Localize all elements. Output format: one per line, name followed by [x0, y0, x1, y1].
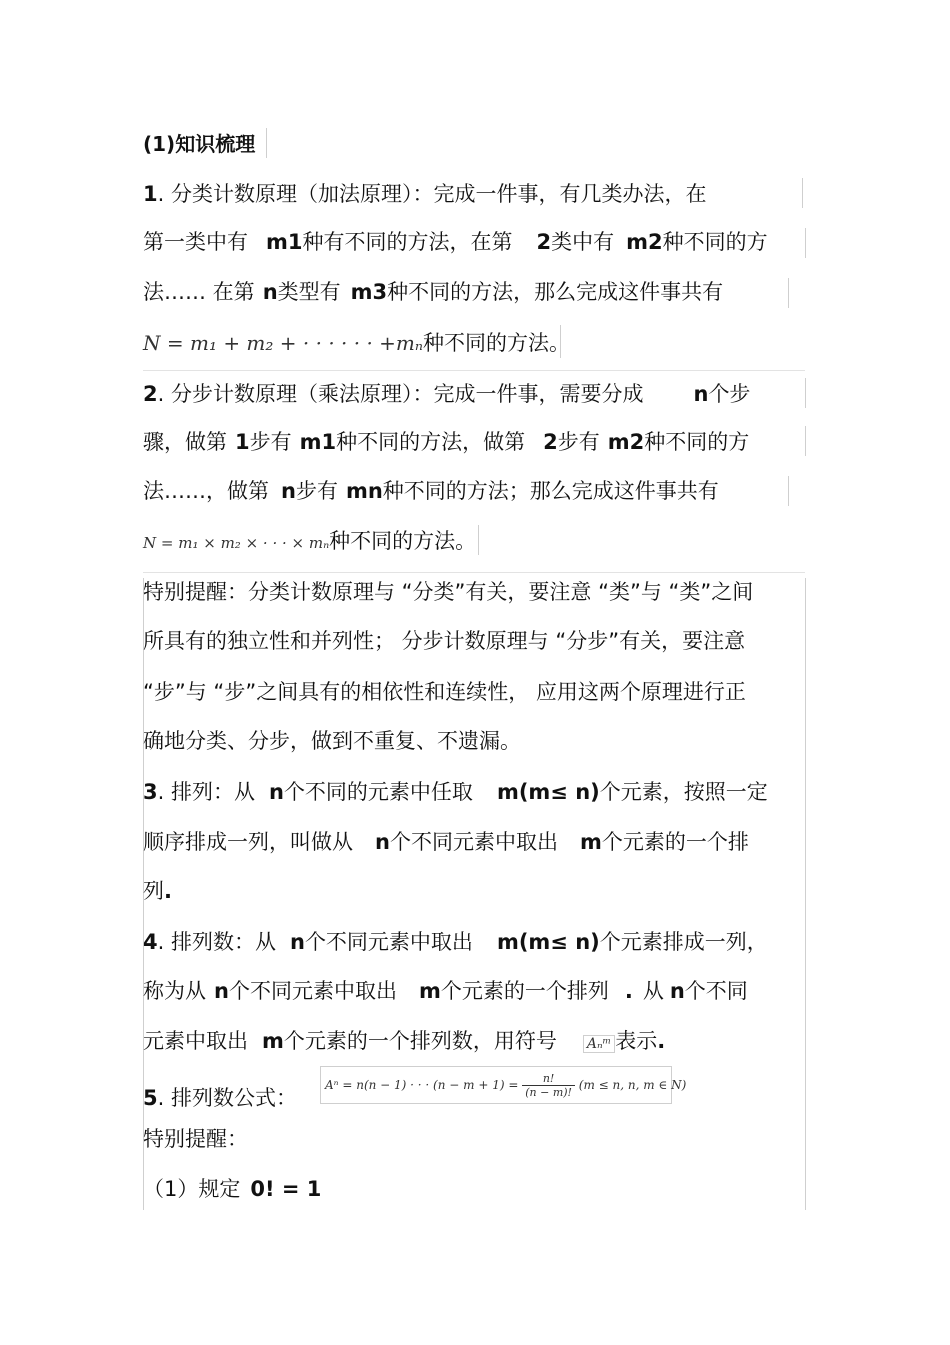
p3-number: 3	[143, 780, 158, 804]
p1-line2: 第一类中有 m1种有不同的方法，在第 2类中有 m2种不同的方	[143, 230, 768, 254]
p1-rule-a	[802, 178, 803, 208]
p1-rule-b	[805, 228, 806, 258]
sum-formula: N = m₁ + m₂ + · · · · · · +mₙ	[143, 331, 423, 355]
p1-line1	[143, 179, 706, 209]
permutation-symbol: Aₙᵐ	[583, 1035, 615, 1053]
p2-rule-a	[805, 378, 806, 408]
p1-number: 1	[143, 182, 158, 206]
note-rule	[143, 572, 805, 573]
p1-line3: 法…… 在第 n类型有 m3种不同的方法，那么完成这件事共有	[143, 280, 724, 304]
p3-line2: 顺序排成一列，叫做从 n个不同元素中取出 m个元素的一个排	[143, 830, 749, 854]
permutation-formula: Aⁿ = n(n − 1) · · · (n − m + 1) = $\frac{n!}{(n - m)!}$ (m ≤ n, n, m ∈ N)	[320, 1066, 672, 1104]
p1-line4: N = m₁ + m₂ + · · · · · · +mₙ种不同的方法。	[143, 331, 570, 355]
p2-line4: N = m₁ × m₂ × · · · × mₙ种不同的方法。	[143, 529, 477, 553]
section-heading: (1)知识梳理	[143, 132, 256, 156]
p5-line: 5. 排列数公式：	[143, 1086, 297, 1110]
note-line1: 特别提醒：分类计数原理与 “分类”有关，要注意 “类”与 “类”之间	[143, 580, 754, 604]
note2-item1: （1）规定 0! = 1	[143, 1177, 322, 1201]
product-formula: N = m₁ × m₂ × · · · × mₙ	[143, 534, 330, 552]
p2-rule-c	[788, 476, 789, 506]
p4-line2: 称为从 n个不同元素中取出 m个元素的一个排列 . 从 n个不同	[143, 979, 748, 1003]
page-right-rule	[805, 578, 806, 1210]
p2-line3: 法……，做第 n步有 mn种不同的方法；那么完成这件事共有	[143, 479, 719, 503]
p2-rule-b	[805, 426, 806, 456]
p2-line2: 骤，做第 1步有 m1种不同的方法，做第 2步有 m2种不同的方	[143, 430, 750, 454]
p2-rule-d	[478, 525, 479, 555]
note-line4: 确地分类、分步，做到不重复、不遗漏。	[143, 729, 521, 753]
formula-fraction: $\frac{n!}{(n - m)!}$	[522, 1072, 575, 1099]
p3-line1: 3. 排列：从 n个不同的元素中任取 m(m≤ n)个元素，按照一定	[143, 780, 768, 804]
p5-number: 5	[143, 1086, 158, 1110]
p3-line3: 列.	[143, 879, 172, 903]
note-line3: “步”与 “步”之间具有的相依性和连续性， 应用这两个原理进行正	[143, 680, 746, 704]
p4-number: 4	[143, 930, 158, 954]
p4-line1: 4. 排列数：从 n个不同元素中取出 m(m≤ n)个元素排成一列，	[143, 930, 768, 954]
p4-line3: 元素中取出 m个元素的一个排列数，用符号 Aₙᵐ 表示.	[143, 1029, 666, 1053]
note-line2: 所具有的独立性和并列性； 分步计数原理与 “分步”有关，要注意	[143, 629, 746, 653]
note2-title: 特别提醒：	[143, 1127, 248, 1151]
p1-text: . 分类计数原理（加法原理）：完成一件事，有几类办法，在	[157, 182, 707, 206]
p1-rule-c	[788, 278, 789, 308]
heading-rule	[266, 128, 267, 158]
p2-line1: 2. 分步计数原理（乘法原理）：完成一件事，需要分成 n个步	[143, 382, 751, 406]
p2-number: 2	[143, 382, 158, 406]
section-rule	[143, 370, 805, 371]
